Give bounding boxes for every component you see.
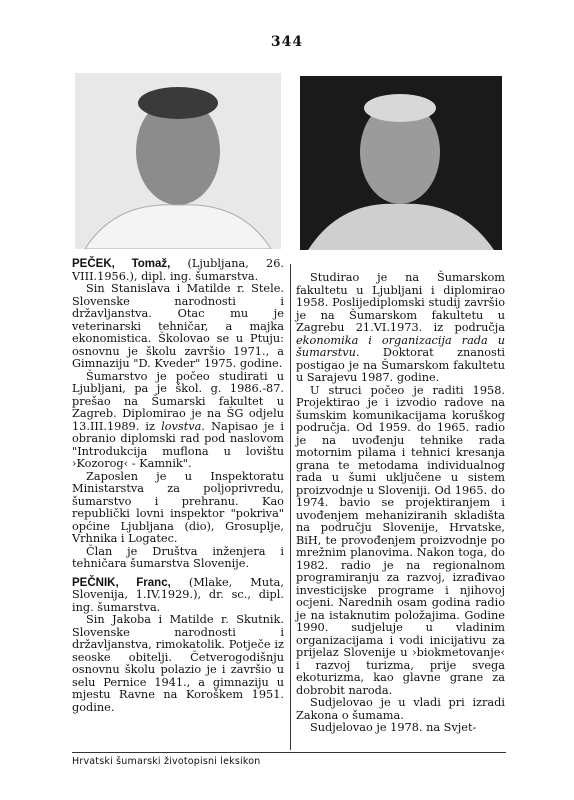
paragraph: Sin Jakoba i Matilde r. Skutnik. Slovenske narodnosti i državljanstva, rimokatolik. Potječe iz seoske obitelji. Četverogodišnju osnovnu školu polazio je i završio u selu Pernice 1941., a gimnaziju u mjestu Ravne na Koroškem 1951. godine. — [72, 613, 284, 714]
right-column — [296, 272, 505, 735]
entry-pecek-tomaz — [72, 258, 284, 571]
portrait-photo-pecek — [75, 73, 281, 249]
entry-name: PEČNIK, Franc, — [72, 576, 171, 589]
entry-header: (Mlake, Muta, Slovenija, 1.IV.1929.), dr. sc., dipl. ing. šumarstva. — [72, 575, 284, 614]
footer-title: Hrvatski šumarski životopisni leksikon — [72, 756, 261, 767]
paragraph: U struci počeo je raditi 1958. Projektirao je i izvodio radove na šumskim komunikacijama koruškog područja. Od 1959. do 1965. radio je na uvođenju tehnike rada motornim pilama i tehnici kresanja grana te metodama individualnog rada u šumi uključene u sistem proizvodnje u Sloveniji. Od 1965. do 1974. bavio se projektiranjem i uvođenjem mehaniziranih skladišta na području Slovenije, Hrvatske, BiH, te provođenjem proizvodnje po mrežnim planovima. Nakon toga, do 1982. radio je na regionalnom programiranju za razvoj, izrađivao investicijske programe i njihovoj ocjeni. Narednih osam godina radio je na istaknutim položajima. Godine 1990. sudjeluje u vladinim organizacijama i vodi inicijativu za prijelaz Slovenije u ›biokmetovanje‹ i razvoj turizma, prije svega ekoturizma, kao glavne grane za dobrobit naroda. — [296, 383, 505, 697]
emphasis: ekonomika i organizacija rada u šumarstvu — [296, 333, 505, 359]
entry-name: PEČEK, Tomaž, — [72, 258, 171, 270]
paragraph: Sudjelovao je u vladi pri izradi Zakona o šumama. — [296, 696, 505, 722]
entry-header: (Ljubljana, 26. VIII.1956.), dipl. ing. šumarstva. — [72, 257, 284, 283]
paragraph: Zaposlen je u Inspektoratu Ministarstva za poljoprivredu, šumarstvo i prehranu. Kao republički lovni inspektor "pokriva" općine Ljubljana (dio), Grosuplje, Vrhnika i Logatec. — [72, 469, 284, 545]
paragraph: Studirao je na Šumarskom fakultetu u Ljubljani i diplomirao 1958. Poslijediplomski studij završio je na Šumarskom fakultetu u Zagrebu 21.VI.1973. iz područja ekonomika i organizacija rada u šumarstvu. Doktorat znanosti postigao je na Šumarskom fakultetu u Sarajevu 1987. godine. — [296, 271, 505, 384]
emphasis: lovstva — [161, 419, 202, 433]
left-column — [72, 258, 284, 714]
page-number: 344 — [270, 34, 304, 50]
paragraph: Sin Stanislava i Matilde r. Stele. Slovenske narodnosti i državljanstva. Otac mu je veterinarski tehničar, a majka ekonomistica. Školovao se u Ptuju: osnovnu je školu završio 1971., a Gimnaziju "D. Kveder" 1975. godine. — [72, 282, 284, 370]
entry-pecnik-continued — [296, 272, 505, 735]
portrait-photo-pecnik — [300, 76, 502, 250]
paragraph: Član je Društva inženjera i tehničara šumarstva Slovenije. — [72, 544, 284, 570]
footer-rule — [72, 752, 506, 753]
paragraph: Sudjelovao je 1978. na Svjet- — [310, 721, 477, 734]
paragraph: Šumarstvo je počeo studirati u Ljubljani, pa je škol. g. 1986.-87. prešao na Šumarski fakultet u Zagreb. Diplomirao je na ŠG odjelu 13.III.1989. iz lovstva. Napisao je i obranio diplomski rad pod naslovom "Introdukcija muflona u lovištu ›Kozorog‹ - Kamnik". — [72, 369, 284, 470]
column-divider — [290, 264, 291, 750]
entry-pecnik-franc — [72, 577, 284, 715]
